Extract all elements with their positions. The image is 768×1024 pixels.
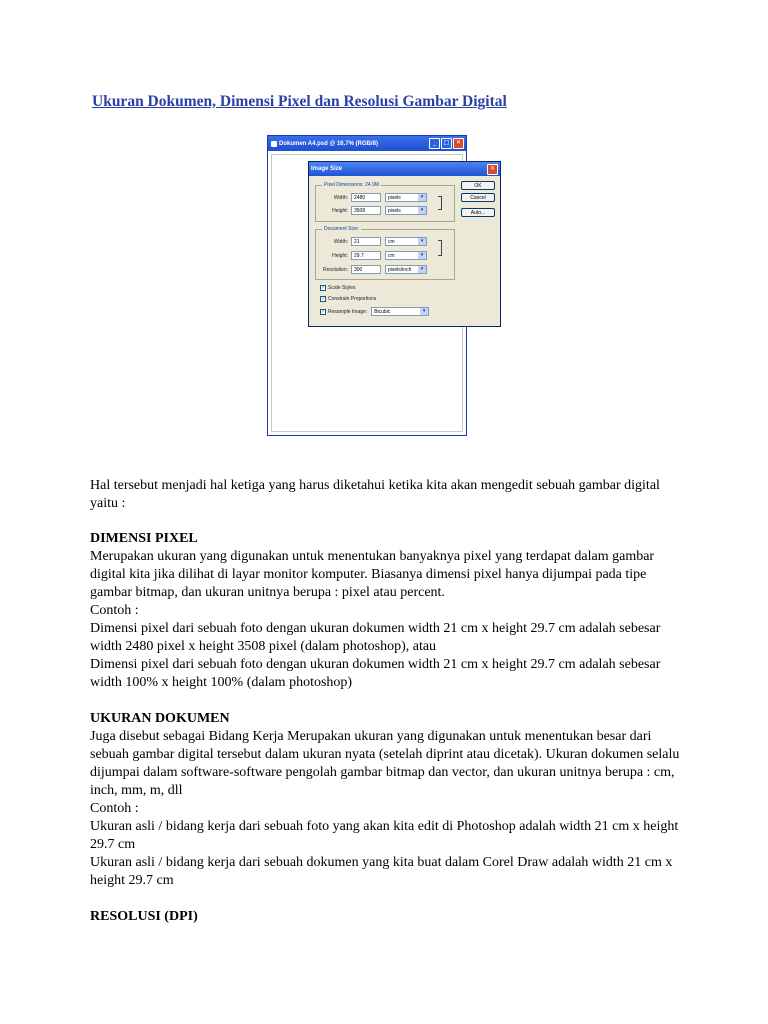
doc-width-unit-select[interactable]: cm ▾ bbox=[385, 237, 427, 246]
paragraph-ukuran-dokumen: Juga disebut sebagai Bidang Kerja Merupakan ukuran yang digunakan untuk menentukan besar dari sebuah gambar digital tersebut dalam ukuran nyata (setelah diprint atau dicetak). Ukuran dokumen selalu dijumpai dalam software-software pengolah gambar bitmap dan vector, dan ukuran unitnya berupa : cm, inch, mm, m, dll bbox=[90, 729, 680, 798]
doc-width-label: Width: bbox=[333, 238, 348, 245]
pixel-height-label: Height: bbox=[332, 207, 348, 214]
doc-height-unit-select[interactable]: cm ▾ bbox=[385, 251, 427, 260]
contoh-label: Contoh : bbox=[90, 603, 139, 618]
doc-height-input[interactable]: 29.7 bbox=[351, 251, 381, 260]
scale-styles-option[interactable] bbox=[320, 285, 356, 291]
photoshop-doc-icon bbox=[271, 141, 277, 147]
example-ukuran-2: Ukuran asli / bidang kerja dari sebuah dokumen yang kita buat dalam Corel Draw adalah width 21 cm x height 29.7 cm bbox=[90, 855, 673, 888]
chevron-down-icon: ▾ bbox=[418, 238, 426, 245]
image-size-screenshot bbox=[267, 135, 503, 438]
paragraph-dimensi-pixel: Merupakan ukuran yang digunakan untuk menentukan banyaknya pixel yang terdapat dalam gambar digital kita jika dilihat di layar monitor komputer. Biasanya dimensi pixel hanya dijumpai pada tipe gambar bitmap, dan ukuran unitnya berupa : pixel atau percent. bbox=[90, 549, 655, 600]
chevron-down-icon: ▾ bbox=[418, 194, 426, 201]
pixel-width-label: Width: bbox=[333, 194, 348, 201]
chevron-down-icon: ▾ bbox=[420, 308, 428, 315]
constrain-proportions-option[interactable] bbox=[320, 296, 376, 302]
intro-paragraph: Hal tersebut menjadi hal ketiga yang harus diketahui ketika kita akan mengedit sebuah gambar digital yaitu : bbox=[90, 478, 660, 511]
resample-image-label: Resample Image: bbox=[328, 308, 368, 315]
pixel-dimensions-group bbox=[315, 182, 455, 222]
heading-ukuran-dokumen: UKURAN DOKUMEN bbox=[90, 711, 230, 726]
resample-image-option[interactable] bbox=[320, 307, 429, 316]
example-dimensi-2: Dimensi pixel dari sebuah foto dengan ukuran dokumen width 21 cm x height 29.7 cm adalah sebesar width 100% x height 100% (dalam photoshop) bbox=[90, 657, 661, 690]
doc-width-input[interactable]: 21 bbox=[351, 237, 381, 246]
resolution-unit-select[interactable]: pixels/inch ▾ bbox=[385, 265, 427, 274]
doc-height-label: Height: bbox=[332, 252, 348, 259]
pixel-height-input[interactable]: 3508 bbox=[351, 206, 381, 215]
example-ukuran-1: Ukuran asli / bidang kerja dari sebuah foto yang akan kita edit di Photoshop adalah width 21 cm x height 29.7 cm bbox=[90, 819, 679, 852]
link-chain-icon bbox=[438, 240, 442, 256]
resolution-label: Resolution: bbox=[322, 266, 348, 273]
example-dimensi-1: Dimensi pixel dari sebuah foto dengan ukuran dokumen width 21 cm x height 29.7 cm adalah sebesar width 2480 pixel x height 3508 pixel (dalam photoshop), atau bbox=[90, 621, 661, 654]
heading-resolusi: RESOLUSI (DPI) bbox=[90, 909, 198, 924]
pixel-dimensions-label: Pixel Dimensions: 24.9M bbox=[324, 182, 380, 188]
maximize-icon[interactable]: □ bbox=[441, 138, 452, 149]
constrain-proportions-checkbox[interactable]: ✓ bbox=[321, 296, 326, 302]
document-size-group bbox=[315, 226, 455, 280]
auto-button[interactable]: Auto... bbox=[461, 208, 495, 217]
pixel-width-input[interactable]: 2480 bbox=[351, 193, 381, 202]
document-size-label: Document Size: bbox=[324, 226, 360, 232]
dialog-title: Image Size bbox=[311, 166, 343, 172]
resample-method-select[interactable]: Bicubic ▾ bbox=[371, 307, 429, 316]
document-title: Dokumen A4.psd @ 16.7% (RGB/8) bbox=[279, 140, 378, 147]
chevron-down-icon: ▾ bbox=[418, 207, 426, 214]
minimize-icon[interactable]: _ bbox=[429, 138, 440, 149]
scale-styles-checkbox[interactable]: ✓ bbox=[321, 285, 326, 291]
pixel-height-unit-select[interactable]: pixels ▾ bbox=[385, 206, 427, 215]
dialog-titlebar bbox=[309, 162, 500, 176]
dialog-close-icon[interactable]: ✕ bbox=[487, 164, 498, 175]
heading-dimensi-pixel: DIMENSI PIXEL bbox=[90, 531, 198, 546]
contoh-label: Contoh : bbox=[90, 801, 139, 816]
link-chain-icon bbox=[438, 196, 442, 210]
resample-image-checkbox[interactable]: ✓ bbox=[321, 308, 326, 315]
resolution-input[interactable]: 300 bbox=[351, 265, 381, 274]
scale-styles-label: Scale Styles bbox=[328, 285, 356, 291]
image-size-dialog bbox=[308, 161, 501, 327]
document-titlebar bbox=[268, 136, 466, 151]
constrain-proportions-label: Constrain Proportions bbox=[328, 296, 377, 302]
chevron-down-icon: ▾ bbox=[418, 266, 426, 273]
pixel-width-unit-select[interactable]: pixels ▾ bbox=[385, 193, 427, 202]
chevron-down-icon: ▾ bbox=[418, 252, 426, 259]
ok-button[interactable]: OK bbox=[461, 181, 495, 190]
page-title: Ukuran Dokumen, Dimensi Pixel dan Resolusi Gambar Digital bbox=[92, 93, 507, 110]
close-icon[interactable]: ✕ bbox=[453, 138, 464, 149]
cancel-button[interactable]: Cancel bbox=[461, 193, 495, 202]
